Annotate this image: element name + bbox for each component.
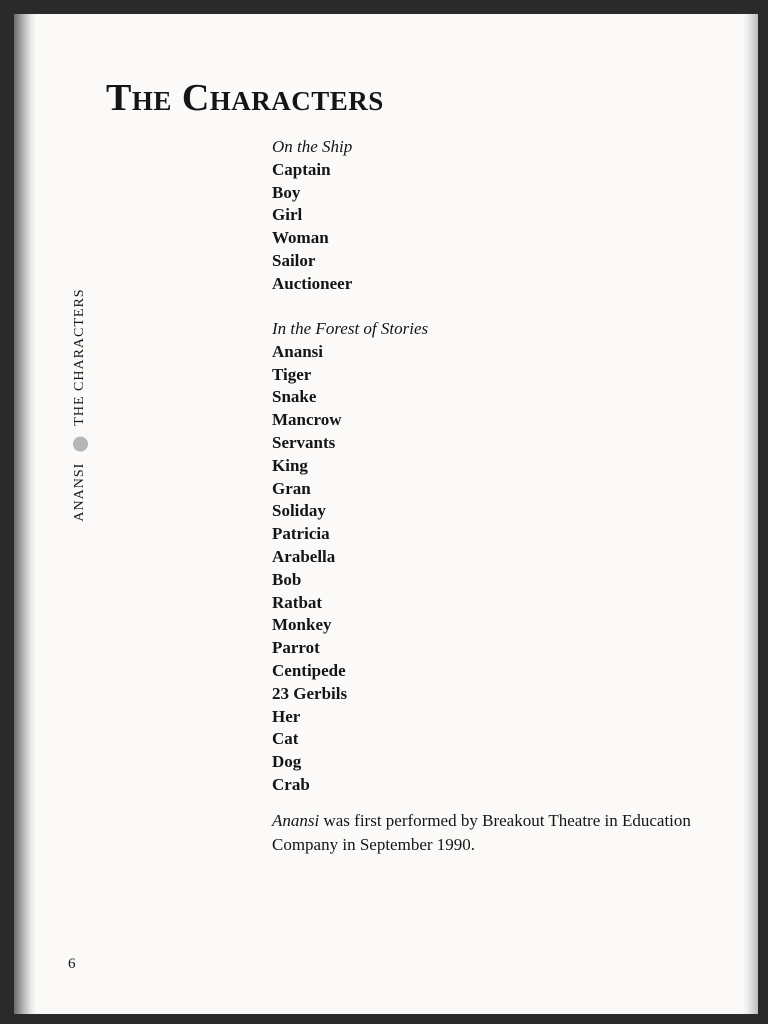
character-name: Servants — [272, 433, 336, 453]
character-name: 23 Gerbils — [272, 683, 348, 703]
section-forest — [272, 318, 752, 797]
character-name: Girl — [272, 205, 303, 225]
character-name: Patricia — [272, 524, 330, 544]
section-heading: On the Ship — [272, 137, 353, 156]
character-name: Monkey — [272, 615, 332, 635]
character-name: Captain — [272, 159, 331, 179]
page-number: 6 — [68, 956, 76, 972]
separator-dot-icon — [73, 437, 88, 452]
binding-shadow — [14, 14, 36, 1014]
character-name: Parrot — [272, 638, 320, 658]
character-name: Dog — [272, 752, 302, 772]
character-name: Bob — [272, 569, 302, 589]
character-list — [272, 136, 752, 857]
running-header-section: THE CHARACTERS — [72, 288, 87, 426]
note-line-1: was first performed by Breakout Theatre in Education — [319, 810, 691, 830]
character-name: Anansi — [272, 341, 324, 361]
character-name: Auctioneer — [272, 273, 353, 293]
character-name: Sailor — [272, 250, 316, 270]
section-heading: In the Forest of Stories — [272, 319, 429, 339]
character-name: Crab — [272, 775, 310, 795]
character-name: Her — [272, 706, 301, 726]
book-page — [14, 14, 758, 1014]
character-name: Soliday — [272, 501, 326, 521]
running-header — [72, 270, 88, 540]
performance-note — [272, 809, 752, 857]
character-name: Boy — [272, 182, 301, 202]
character-name: King — [272, 455, 308, 475]
character-name: Ratbat — [272, 592, 323, 612]
character-name: Tiger — [272, 364, 312, 384]
section-spacer — [272, 296, 752, 319]
section-ship — [272, 136, 752, 296]
character-name: Mancrow — [272, 410, 342, 430]
character-name: Snake — [272, 387, 317, 407]
page-title: The Characters — [106, 77, 384, 119]
running-header-book-title: ANANSI — [72, 462, 87, 522]
character-name: Cat — [272, 729, 299, 749]
note-play-title: Anansi — [272, 810, 320, 830]
character-name: Centipede — [272, 661, 346, 681]
note-line-2: Company in September 1990. — [272, 834, 476, 854]
character-name: Woman — [272, 228, 329, 248]
character-name: Arabella — [272, 547, 336, 567]
character-name: Gran — [272, 478, 311, 498]
